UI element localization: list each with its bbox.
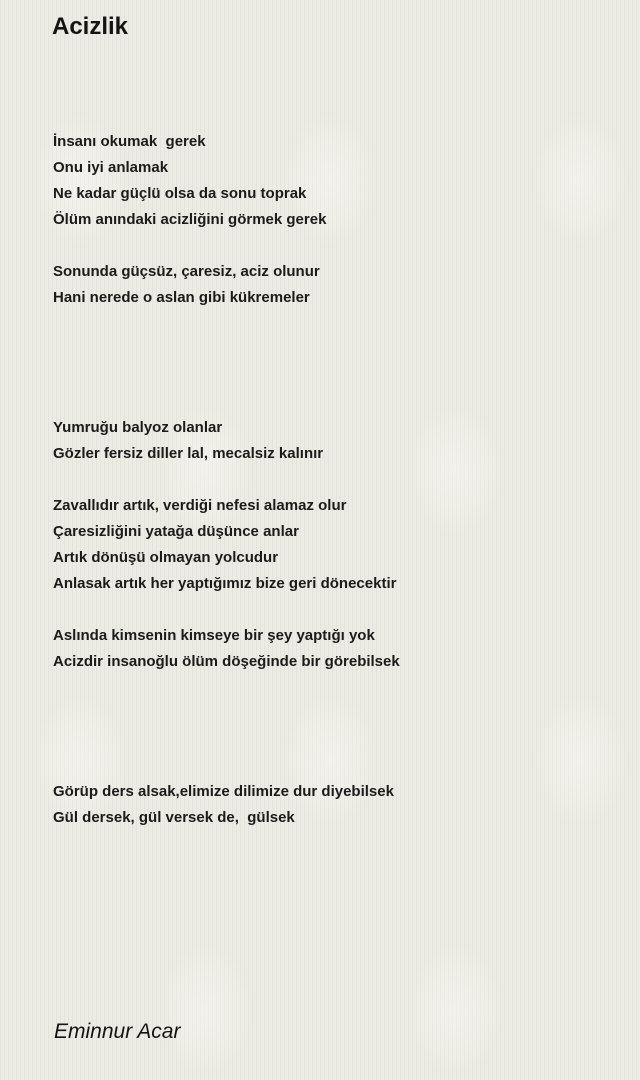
poem-line: [53, 337, 613, 363]
poem-line: [53, 311, 613, 337]
poem-line: [53, 363, 613, 389]
poem-line: Görüp ders alsak,elimize dilimize dur diyebilsek: [53, 783, 394, 800]
poem-line: Zavallıdır artık, verdiği nefesi alamaz olur: [53, 497, 347, 514]
poem-line: [53, 467, 613, 493]
poem-line: Çaresizliğini yatağa düşünce anlar: [53, 523, 299, 540]
poem-line: [53, 701, 613, 727]
poem-line: [53, 233, 613, 259]
poem-line: Anlasak artık her yaptığımız bize geri dönecektir: [53, 575, 397, 592]
poem-line: Acizdir insanoğlu ölüm döşeğinde bir görebilsek: [53, 653, 400, 670]
poem-line: İnsanı okumak gerek: [53, 133, 206, 150]
poem-line: Gözler fersiz diller lal, mecalsiz kalınır: [53, 445, 324, 462]
poem-line: Hani nerede o aslan gibi kükremeler: [53, 289, 310, 306]
poem-body: [53, 129, 613, 831]
poem-line: [53, 753, 613, 779]
poem-line: Onu iyi anlamak: [53, 159, 169, 176]
poem-line: Ölüm anındaki acizliğini görmek gerek: [53, 211, 327, 228]
poem-line: Sonunda güçsüz, çaresiz, aciz olunur: [53, 263, 320, 280]
poem-line: Artık dönüşü olmayan yolcudur: [53, 549, 279, 566]
poem-title: Acizlik: [52, 13, 129, 40]
poem-line: Yumruğu balyoz olanlar: [53, 419, 223, 436]
poem-line: Gül dersek, gül versek de, gülsek: [53, 809, 295, 826]
poem-line: [53, 389, 613, 415]
poem-line: [53, 597, 613, 623]
poem-author: Eminnur Acar: [54, 1020, 181, 1043]
poem-line: Aslında kimsenin kimseye bir şey yaptığı yok: [53, 627, 375, 644]
poem-line: [53, 675, 613, 701]
poem-line: [53, 727, 613, 753]
poem-line: Ne kadar güçlü olsa da sonu toprak: [53, 185, 307, 202]
